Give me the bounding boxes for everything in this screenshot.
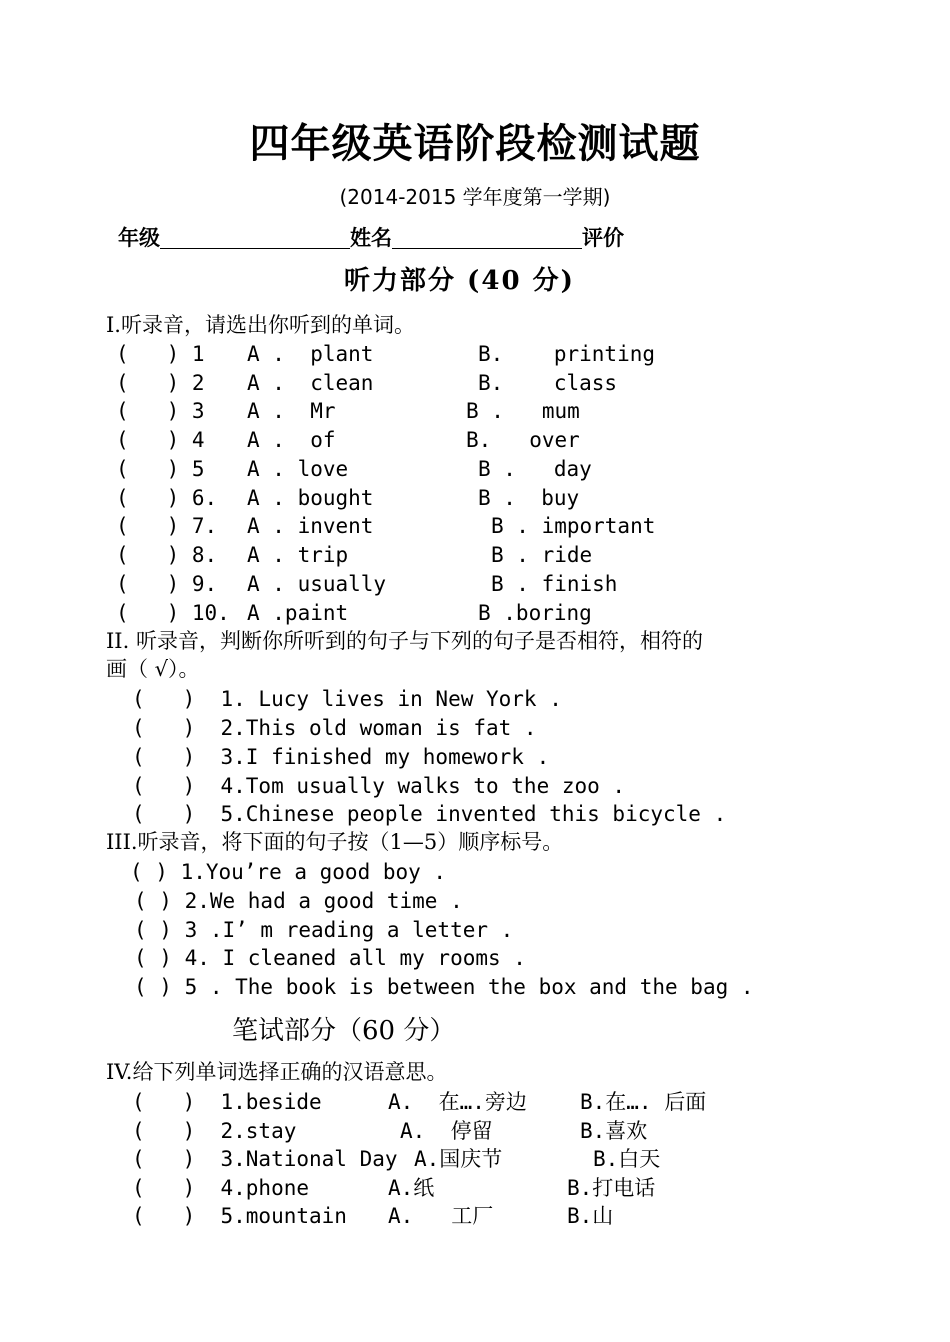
page-title: 四年级英语阶段检测试题 [249, 120, 701, 167]
eval-label: 评价 [582, 225, 624, 250]
part3-instruction: III.听录音，将下面的句子按（1—5）顺序标号。 [106, 830, 564, 854]
part4-option-a: A. 停留 [400, 1119, 493, 1143]
grade-blank[interactable] [160, 228, 350, 249]
part1-option-b: B. printing [478, 342, 656, 366]
part4-item-word: ( ) 1.beside [132, 1090, 322, 1114]
part4-option-a: A. 工厂 [388, 1204, 494, 1228]
part2-item: ( ) 5.Chinese people invented this bicycle . [132, 802, 727, 826]
part1-instruction: I.听录音，请选出你听到的单词。 [106, 313, 415, 337]
part3-item: ( ) 2.We had a good time . [134, 889, 463, 913]
part1-item-number: ( ) 8. [116, 543, 218, 567]
part4-option-b: B.白天 [593, 1147, 661, 1171]
part4-item-word: ( ) 4.phone [132, 1176, 310, 1200]
part4-option-b: B.山 [567, 1204, 614, 1228]
part1-option-a: A . plant [247, 342, 374, 366]
part2-item: ( ) 2.This old woman is fat . [132, 716, 537, 740]
part1-option-b: B .boring [478, 601, 592, 625]
part4-instruction: IV.给下列单词选择正确的汉语意思。 [106, 1060, 448, 1084]
part1-option-b: B. over [466, 428, 580, 452]
part2-item: ( ) 1. Lucy lives in New York . [132, 687, 562, 711]
part1-item-number: ( ) 1 [116, 342, 205, 366]
part1-option-a: A . clean [247, 371, 374, 395]
part1-item-number: ( ) 5 [116, 457, 205, 481]
part1-option-b: B . finish [491, 572, 618, 596]
part1-item-number: ( ) 4 [116, 428, 205, 452]
student-info-line [118, 222, 624, 252]
part3-item: ( ) 4. I cleaned all my rooms . [134, 946, 526, 970]
grade-label: 年级 [118, 225, 160, 250]
part1-option-b: B . buy [478, 486, 580, 510]
part1-item-number: ( ) 10. [116, 601, 230, 625]
part1-item-number: ( ) 2 [116, 371, 205, 395]
part1-option-a: A . of [247, 428, 336, 452]
part4-option-b: B.喜欢 [580, 1119, 648, 1143]
part2-instruction-line1: II. 听录音，判断你所听到的句子与下列的句子是否相符，相符的 [106, 629, 703, 653]
part1-option-b: B . mum [466, 399, 580, 423]
part1-option-a: A . trip [247, 543, 349, 567]
part1-option-b: B . important [491, 514, 656, 538]
part1-option-b: B . ride [491, 543, 593, 567]
part4-option-a: A.国庆节 [414, 1147, 503, 1171]
part1-option-a: A . usually [247, 572, 387, 596]
name-label: 姓名 [350, 225, 392, 250]
writing-heading: 笔试部分（60 分） [232, 1016, 456, 1046]
listening-heading: 听力部分 (40 分) [344, 266, 575, 296]
page-subtitle: (2014-2015 学年度第一学期) [339, 185, 611, 209]
part4-option-a: A.纸 [388, 1176, 435, 1200]
part4-option-b: B.在…. 后面 [580, 1090, 707, 1114]
part4-item-word: ( ) 2.stay [132, 1119, 297, 1143]
part1-option-a: A . love [247, 457, 349, 481]
part1-item-number: ( ) 3 [116, 399, 205, 423]
part1-item-number: ( ) 7. [116, 514, 218, 538]
name-blank[interactable] [392, 228, 582, 249]
part3-item: ( ) 5 . The book is between the box and the bag . [134, 975, 754, 999]
part4-option-a: A. 在….旁边 [388, 1090, 527, 1114]
part1-item-number: ( ) 9. [116, 572, 218, 596]
part1-option-a: A . invent [247, 514, 374, 538]
part1-option-a: A . bought [247, 486, 374, 510]
part1-option-a: A . Mr [247, 399, 336, 423]
part1-option-b: B . day [478, 457, 592, 481]
part4-item-word: ( ) 3.National Day [132, 1147, 398, 1171]
part3-item: ( ) 1.You’re a good boy . [130, 860, 447, 884]
part1-item-number: ( ) 6. [116, 486, 218, 510]
part2-item: ( ) 4.Tom usually walks to the zoo . [132, 774, 626, 798]
part4-item-word: ( ) 5.mountain [132, 1204, 347, 1228]
part4-option-b: B.打电话 [567, 1176, 656, 1200]
part2-item: ( ) 3.I finished my homework . [132, 745, 550, 769]
part1-option-a: A .paint [247, 601, 349, 625]
part3-item: ( ) 3 .I’ m reading a letter . [134, 918, 514, 942]
part2-instruction-line2: 画（ √）。 [106, 657, 200, 681]
part1-option-b: B. class [478, 371, 618, 395]
